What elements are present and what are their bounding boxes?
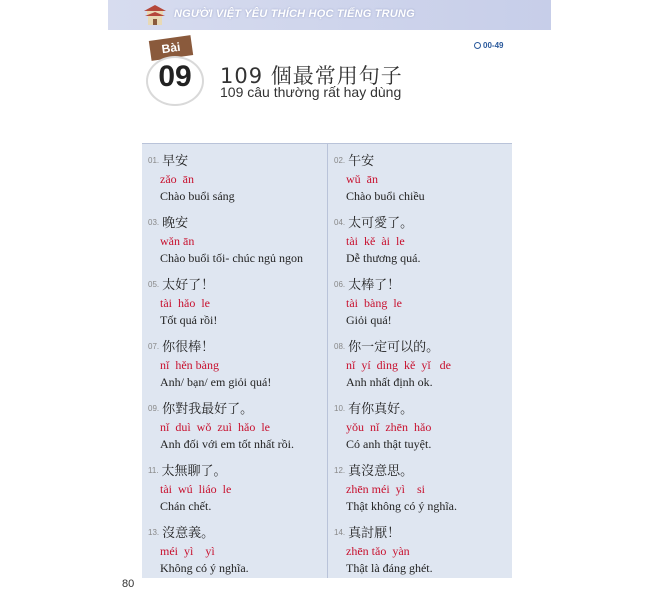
sentence-chinese <box>148 150 327 169</box>
sentence-chinese <box>148 460 327 479</box>
sentence-cell <box>142 330 327 392</box>
sentence-vietnamese: Dễ thương quá. <box>346 251 421 265</box>
sentence-pinyin: nǐ duì wǒ zuì hǎo le <box>160 420 270 434</box>
sentence-chinese <box>334 522 512 541</box>
sentence-text: 太無聊了。 <box>161 464 227 479</box>
sentence-number: 11. <box>148 466 159 475</box>
sentence-vietnamese: Chào buổi chiều <box>346 189 425 203</box>
sentence-cell <box>142 268 327 330</box>
sentence-cell <box>142 454 327 516</box>
sentence-row <box>142 516 512 578</box>
sentence-text: 真沒意思。 <box>348 464 414 479</box>
sentence-pinyin: wǔ ān <box>346 172 378 186</box>
sentence-number: 05. <box>148 280 160 289</box>
sentence-cell <box>142 516 327 578</box>
sentence-pinyin: zǎo ān <box>160 172 194 186</box>
header-banner <box>108 0 551 30</box>
sentence-vietnamese: Chào buổi sáng <box>160 189 235 203</box>
sentence-cell <box>327 454 512 516</box>
sentence-vietnamese: Có anh thật tuyệt. <box>346 437 432 451</box>
sentence-cell <box>142 206 327 268</box>
sentence-grid <box>142 143 512 578</box>
sentence-row <box>142 392 512 454</box>
sentence-number: 04. <box>334 218 346 227</box>
sentence-pinyin: nǐ yí dìng kě yǐ de <box>346 358 451 372</box>
sentence-text: 太好了！ <box>162 278 215 293</box>
sentence-text: 有你真好。 <box>348 402 414 417</box>
sentence-number: 06. <box>334 280 346 289</box>
sentence-pinyin: zhēn tǎo yàn <box>346 544 410 558</box>
sentence-chinese <box>148 336 327 355</box>
sentence-pinyin: yǒu nǐ zhēn hǎo <box>346 420 432 434</box>
sentence-chinese <box>148 274 327 293</box>
sentence-chinese <box>334 150 512 169</box>
sentence-chinese <box>334 460 512 479</box>
sentence-row <box>142 268 512 330</box>
sentence-vietnamese: Tốt quá rồi! <box>160 313 218 327</box>
sentence-text: 午安 <box>348 154 375 169</box>
sentence-chinese <box>334 398 512 417</box>
lesson-title-chinese: 109 個最常用句子 <box>220 64 403 88</box>
lesson-label: Bài <box>149 35 193 61</box>
sentence-number: 14. <box>334 528 346 537</box>
sentence-text: 晚安 <box>162 216 189 231</box>
sentence-chinese <box>334 274 512 293</box>
sentence-chinese <box>148 212 327 231</box>
sentence-text: 沒意義。 <box>162 526 215 541</box>
sentence-cell <box>327 392 512 454</box>
sentence-number: 12. <box>334 466 346 475</box>
banner-title: NGƯỜI VIỆT YÊU THÍCH HỌC TIẾNG TRUNG <box>174 8 415 20</box>
sentence-pinyin: méi yì yì <box>160 544 215 558</box>
sentence-vietnamese: Anh đối với em tốt nhất rồi. <box>160 437 294 451</box>
audio-track[interactable] <box>474 41 503 50</box>
sentence-chinese <box>334 336 512 355</box>
sentence-vietnamese: Chán chết. <box>160 499 212 513</box>
sentence-number: 13. <box>148 528 160 537</box>
sentence-vietnamese: Anh/ bạn/ em giỏi quá! <box>160 375 272 389</box>
sentence-number: 08. <box>334 342 346 351</box>
cd-icon <box>474 42 481 49</box>
sentence-vietnamese: Anh nhất định ok. <box>346 375 433 389</box>
sentence-number: 09. <box>148 404 160 413</box>
sentence-row <box>142 206 512 268</box>
sentence-cell <box>327 144 512 206</box>
sentence-cell <box>142 392 327 454</box>
sentence-text: 你對我最好了。 <box>162 402 254 417</box>
sentence-vietnamese: Chào buổi tối- chúc ngủ ngon <box>160 251 303 265</box>
sentence-pinyin: tài wú liáo le <box>160 482 232 496</box>
sentence-text: 你很棒！ <box>162 340 215 355</box>
sentence-pinyin: tài bàng le <box>346 296 402 310</box>
audio-track-label: 00-49 <box>483 41 504 50</box>
page-number: 80 <box>122 578 135 590</box>
sentence-row <box>142 330 512 392</box>
sentence-vietnamese: Thật không có ý nghĩa. <box>346 499 457 513</box>
sentence-text: 早安 <box>162 154 189 169</box>
sentence-pinyin: tài kě ài le <box>346 234 405 248</box>
book-page <box>108 0 551 609</box>
sentence-chinese <box>148 522 327 541</box>
sentence-number: 02. <box>334 156 346 165</box>
sentence-cell <box>327 206 512 268</box>
pagoda-icon <box>142 3 168 27</box>
sentence-text: 太可愛了。 <box>348 216 414 231</box>
sentence-text: 真討厭！ <box>348 526 401 541</box>
sentence-vietnamese: Giỏi quá! <box>346 313 392 327</box>
sentence-number: 03. <box>148 218 160 227</box>
sentence-cell <box>327 516 512 578</box>
sentence-chinese <box>334 212 512 231</box>
sentence-cell <box>142 144 327 206</box>
sentence-cell <box>327 268 512 330</box>
sentence-text: 太棒了！ <box>348 278 401 293</box>
sentence-text: 你一定可以的。 <box>348 340 440 355</box>
sentence-number: 07. <box>148 342 160 351</box>
lesson-number: 09 <box>158 60 192 93</box>
sentence-number: 10. <box>334 404 346 413</box>
sentence-pinyin: tài hǎo le <box>160 296 210 310</box>
sentence-number: 01. <box>148 156 160 165</box>
sentence-pinyin: zhēn méi yì si <box>346 482 425 496</box>
sentence-chinese <box>148 398 327 417</box>
lesson-title-vietnamese: 109 câu thường rất hay dùng <box>220 84 402 100</box>
sentence-pinyin: nǐ hěn bàng <box>160 358 219 372</box>
sentence-row <box>142 144 512 206</box>
sentence-pinyin: wǎn ān <box>160 234 195 248</box>
sentence-vietnamese: Không có ý nghĩa. <box>160 561 249 575</box>
sentence-row <box>142 454 512 516</box>
sentence-vietnamese: Thật là đáng ghét. <box>346 561 433 575</box>
sentence-cell <box>327 330 512 392</box>
